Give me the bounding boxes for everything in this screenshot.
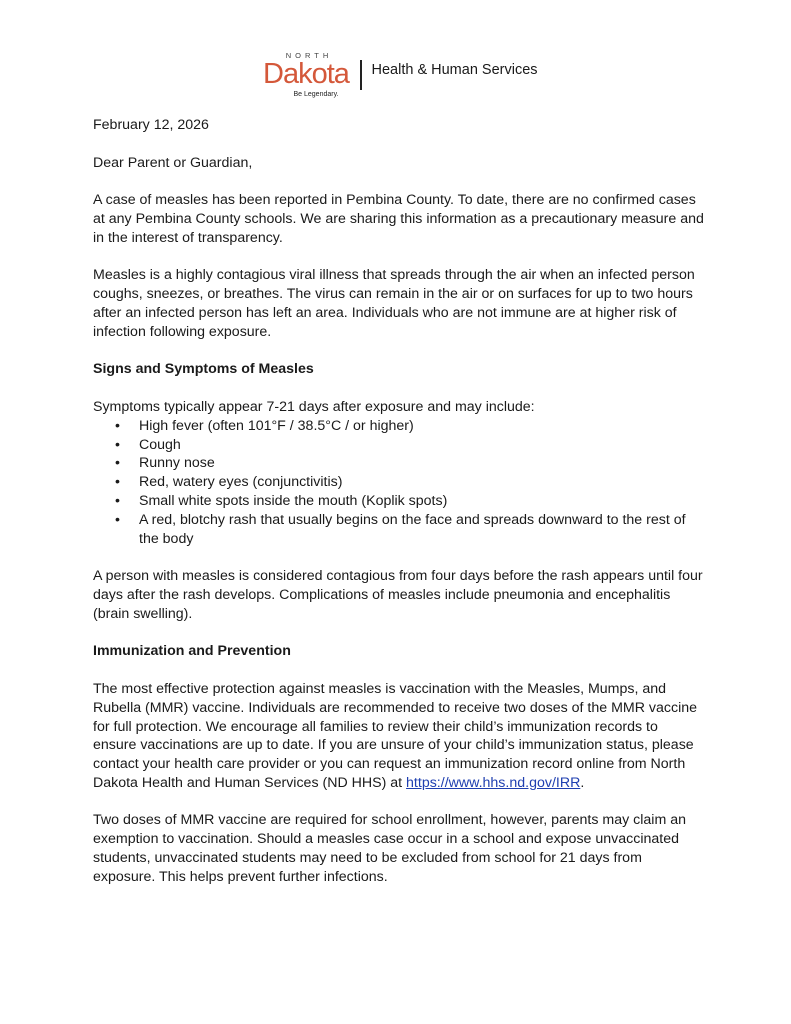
symptoms-lead: Symptoms typically appear 7-21 days after exposure and may include: [93,398,535,415]
department-name: Health & Human Services [371,62,538,78]
letter-date: February 12, 2026 [93,117,209,133]
symptom-text: Red, watery eyes (conjunctivitis) [139,474,343,491]
list-item [93,417,705,436]
immunization-section [93,642,705,792]
list-item [93,473,705,492]
list-item [93,454,705,473]
logo-north-text: NORTH [285,50,333,60]
bullet-icon: • [115,417,120,434]
contagious-paragraph: A person with measles is considered contagious from four days before the rash appears until four days after the rash develops. Complications of measles include pneumonia and encephalitis (brain swelling). [93,568,703,622]
immunization-record-link[interactable]: https://www.hhs.nd.gov/IRR [406,774,581,791]
intro-paragraph: A case of measles has been reported in Pembina County. To date, there are no confirmed cases at any Pembina County schools. We are sharing this information as a precautionary measure and in the interest of transparency. [93,192,704,246]
symptom-list [93,417,705,549]
symptom-text: Cough [139,436,181,453]
bullet-icon: • [115,474,120,491]
immunization-paragraph [93,680,705,793]
symptoms-heading: Signs and Symptoms of Measles [93,361,314,378]
bullet-icon: • [115,511,120,528]
immunization-body-text: The most effective protection against measles is vaccination with the Measles, Mumps, and Rubella (MMR) vaccine. Individuals are recommended to receive two doses of the MMR vaccine for full protection. We encourage all families to review their child’s immunization records to ensure vaccinations are up to date. If you are unsure of your child’s immunization status, please contact your health care provider or you can request an immunization record online from North Dakota Health and Human Services (ND HHS) at [93,680,698,791]
symptom-text: A red, blotchy rash that usually begins on the face and spreads downward to the rest of the body [139,511,686,547]
bullet-icon: • [115,492,120,509]
school-requirements-paragraph: Two doses of MMR vaccine are required for school enrollment, however, parents may claim an exemption to vaccination. Should a measles case occur in a school and expose unvaccinated students, unvaccinated students may need to be excluded from school for 21 days from exposure. This helps prevent further infections. [93,812,686,885]
symptoms-section [93,360,705,548]
list-item [93,436,705,455]
salutation: Dear Parent or Guardian, [93,154,253,171]
immunization-heading: Immunization and Prevention [93,643,291,660]
letter-body [93,116,705,905]
immunization-trailing-period: . [580,774,585,791]
north-dakota-logo [258,51,354,100]
bullet-icon: • [115,436,120,453]
symptom-text: Runny nose [139,455,215,472]
bullet-icon: • [115,455,120,472]
letterhead [258,47,538,103]
logo-dakota-wordmark: Dakota [263,57,349,90]
symptom-text: Small white spots inside the mouth (Koplik spots) [139,492,448,509]
symptom-text: High fever (often 101°F / 38.5°C / or higher) [139,417,414,434]
list-item [93,492,705,511]
list-item [93,511,705,549]
logo-divider [360,60,362,90]
logo-tagline: Be Legendary. [293,90,339,98]
about-measles-paragraph: Measles is a highly contagious viral illness that spreads through the air when an infected person coughs, sneezes, or breathes. The virus can remain in the air or on surfaces for up to two hours after an infected person has left an area. Individuals who are not immune are at higher risk of infection following exposure. [93,267,695,340]
